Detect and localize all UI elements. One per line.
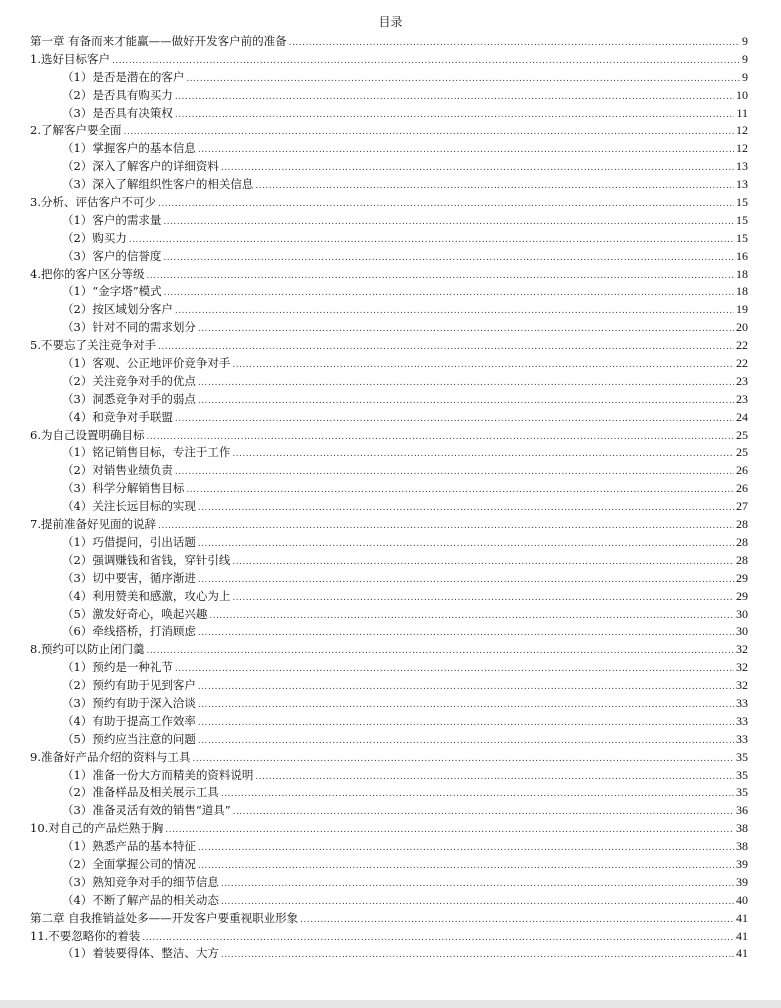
- toc-dot-leader: [186, 71, 740, 89]
- toc-entry-label: （2）购买力: [62, 230, 127, 245]
- toc-entry-label: 4.把你的客户区分等级: [30, 266, 145, 281]
- toc-subentry[interactable]: [30, 659, 748, 677]
- toc-entry-label: （1）客户的需求量: [62, 212, 162, 227]
- toc-entry-label: （1）是否是潜在的客户: [62, 69, 185, 84]
- toc-subentry[interactable]: [30, 695, 748, 713]
- toc-page-number: 9: [742, 69, 748, 84]
- toc-entry[interactable]: [30, 337, 748, 355]
- toc-subentry[interactable]: [30, 444, 748, 462]
- toc-subentry[interactable]: [30, 945, 748, 963]
- toc-entry[interactable]: [30, 641, 748, 659]
- toc-dot-leader: [158, 339, 734, 357]
- toc-entry-label: （1）熟悉产品的基本特征: [62, 839, 196, 854]
- toc-dot-leader: [175, 411, 734, 429]
- toc-entry[interactable]: [30, 516, 748, 534]
- toc-page-number: 9: [742, 51, 748, 66]
- toc-page-number: 25: [736, 427, 748, 442]
- toc-entry-label: （1）准备一份大方而精美的资料说明: [62, 767, 254, 782]
- toc-subentry[interactable]: [30, 498, 748, 516]
- toc-dot-leader: [198, 679, 734, 697]
- toc-page-number: 16: [736, 248, 748, 263]
- toc-page-number: 18: [736, 266, 748, 281]
- toc-entry-label: （4）不断了解产品的相关动态: [62, 892, 219, 907]
- toc-dot-leader: [221, 947, 734, 965]
- toc-subentry[interactable]: [30, 105, 748, 123]
- toc-entry[interactable]: [30, 33, 748, 51]
- toc-subentry[interactable]: [30, 570, 748, 588]
- toc-entry[interactable]: [30, 51, 748, 69]
- toc-entry-label: （1）客观、公正地评价竞争对手: [62, 356, 231, 371]
- toc-dot-leader: [146, 268, 734, 286]
- toc-entry-label: （3）针对不同的需求划分: [62, 320, 196, 335]
- toc-entry-label: （1）“金字塔”模式: [62, 284, 162, 299]
- toc-page-number: 28: [736, 534, 748, 549]
- toc-dot-leader: [198, 142, 734, 160]
- toc-page-number: 26: [736, 481, 748, 496]
- toc-page-number: 12: [736, 123, 748, 138]
- toc-entry-label: （1）着装要得体、整洁、大方: [62, 946, 219, 961]
- toc-page-number: 12: [736, 141, 748, 156]
- toc-entry-label: 11.不要忽略你的着装: [30, 928, 141, 943]
- toc-page-number: 19: [736, 302, 748, 317]
- toc-subentry[interactable]: [30, 462, 748, 480]
- toc-page-number: 39: [736, 856, 748, 871]
- toc-entry[interactable]: [30, 266, 748, 284]
- toc-entry-label: （2）按区域划分客户: [62, 302, 173, 317]
- toc-page-number: 41: [736, 928, 748, 943]
- toc-page-number: 38: [736, 821, 748, 836]
- toc-page-number: 32: [736, 678, 748, 693]
- toc-entry-label: 5.不要忘了关注竞争对手: [30, 338, 156, 353]
- toc-dot-leader: [233, 804, 734, 822]
- toc-dot-leader: [198, 697, 734, 715]
- toc-page-number: 41: [736, 910, 748, 925]
- toc-page-number: 30: [736, 606, 748, 621]
- toc-entry[interactable]: [30, 910, 748, 928]
- toc-subentry[interactable]: [30, 212, 748, 230]
- toc-subentry[interactable]: [30, 391, 748, 409]
- toc-entry[interactable]: [30, 820, 748, 838]
- toc-page-number: 41: [736, 946, 748, 961]
- toc-entry-label: （2）是否具有购买力: [62, 87, 173, 102]
- toc-entry-label: 2.了解客户要全面: [30, 123, 122, 138]
- toc-subentry[interactable]: [30, 87, 748, 105]
- toc-page-number: 18: [736, 284, 748, 299]
- toc-page-number: 33: [736, 713, 748, 728]
- toc-page-number: 38: [736, 839, 748, 854]
- toc-dot-leader: [198, 733, 734, 751]
- toc-page-number: 10: [736, 87, 748, 102]
- toc-subentry[interactable]: [30, 731, 748, 749]
- toc-subentry[interactable]: [30, 606, 748, 624]
- toc-page-number: 35: [736, 767, 748, 782]
- toc-entry-label: （3）熟知竞争对手的细节信息: [62, 874, 219, 889]
- toc-entry-label: （5）预约应当注意的问题: [62, 731, 196, 746]
- toc-dot-leader: [198, 625, 734, 643]
- toc-dot-leader: [232, 554, 734, 572]
- toc-dot-leader: [175, 107, 735, 125]
- toc-entry-label: （2）全面掌握公司的情况: [62, 856, 196, 871]
- toc-dot-leader: [123, 124, 734, 142]
- toc-dot-leader: [192, 751, 734, 769]
- toc-page-number: 29: [736, 570, 748, 585]
- toc-page-number: 9: [742, 34, 748, 48]
- toc-entry-label: （1）预约是一种礼节: [62, 660, 173, 675]
- toc-dot-leader: [198, 715, 734, 733]
- toc-entry-label: （1）巧借提问，引出话题: [62, 534, 196, 549]
- toc-entry-label: （1）掌握客户的基本信息: [62, 141, 196, 156]
- toc-dot-leader: [255, 178, 734, 196]
- toc-dot-leader: [158, 196, 734, 214]
- toc-page-number: 29: [736, 588, 748, 603]
- toc-page-number: 33: [736, 731, 748, 746]
- toc-dot-leader: [198, 321, 734, 339]
- toc-list: [30, 33, 748, 963]
- toc-dot-leader: [232, 357, 734, 375]
- toc-page-number: 24: [736, 409, 748, 424]
- toc-entry-label: （4）有助于提高工作效率: [62, 713, 196, 728]
- page-bottom-edge: [0, 1000, 781, 1008]
- toc-entry-label: 1.选好目标客户: [30, 51, 110, 66]
- toc-page-number: 22: [736, 356, 748, 371]
- toc-entry-label: 8.预约可以防止闭门羹: [30, 642, 145, 657]
- toc-entry-label: 6.为自己设置明确目标: [30, 427, 145, 442]
- toc-dot-leader: [198, 536, 734, 554]
- toc-subentry[interactable]: [30, 588, 748, 606]
- toc-entry-label: （3）切中要害，循序渐进: [62, 570, 196, 585]
- toc-entry-label: （3）准备灵活有效的销售“道具”: [62, 803, 231, 818]
- toc-dot-leader: [164, 285, 734, 303]
- toc-subentry[interactable]: [30, 319, 748, 337]
- toc-page-number: 27: [736, 499, 748, 514]
- toc-page-number: 32: [736, 642, 748, 657]
- toc-dot-leader: [289, 35, 740, 53]
- toc-entry[interactable]: [30, 749, 748, 767]
- toc-page-number: 20: [736, 320, 748, 335]
- toc-dot-leader: [175, 464, 734, 482]
- toc-subentry[interactable]: [30, 283, 748, 301]
- toc-page-number: 28: [736, 552, 748, 567]
- toc-entry-label: （2）强调赚钱和省钱，穿针引线: [62, 552, 231, 567]
- toc-subentry[interactable]: [30, 802, 748, 820]
- toc-subentry[interactable]: [30, 677, 748, 695]
- toc-entry-label: 第一章 有备而来才能赢——做好开发客户前的准备: [30, 34, 287, 48]
- toc-entry-label: （3）预约有助于深入洽谈: [62, 695, 196, 710]
- toc-dot-leader: [198, 858, 734, 876]
- toc-entry-label: 第二章 自我推销益处多——开发客户要重视职业形象: [30, 910, 299, 925]
- toc-dot-leader: [146, 429, 734, 447]
- toc-page-number: 33: [736, 695, 748, 710]
- toc-entry-label: （3）客户的信誉度: [62, 248, 162, 263]
- toc-entry-label: 9.准备好产品介绍的资料与工具: [30, 749, 191, 764]
- toc-page-number: 15: [736, 212, 748, 227]
- toc-dot-leader: [158, 518, 734, 536]
- toc-subentry[interactable]: [30, 874, 748, 892]
- toc-dot-leader: [165, 822, 734, 840]
- toc-subentry[interactable]: [30, 534, 748, 552]
- toc-entry-label: 3.分析、评估客户不可少: [30, 195, 156, 210]
- toc-dot-leader: [209, 608, 734, 626]
- toc-page-number: 32: [736, 660, 748, 675]
- toc-page-number: 11: [736, 105, 748, 120]
- toc-dot-leader: [186, 482, 734, 500]
- toc-entry[interactable]: [30, 194, 748, 212]
- toc-entry[interactable]: [30, 427, 748, 445]
- toc-dot-leader: [232, 590, 734, 608]
- toc-dot-leader: [198, 500, 734, 518]
- toc-subentry[interactable]: [30, 176, 748, 194]
- toc-subentry[interactable]: [30, 480, 748, 498]
- toc-entry-label: （2）深入了解客户的详细资料: [62, 159, 219, 174]
- toc-entry-label: 10.对自己的产品烂熟于胸: [30, 821, 164, 836]
- toc-subentry[interactable]: [30, 784, 748, 802]
- toc-dot-leader: [175, 303, 734, 321]
- toc-entry-label: （2）准备样品及相关展示工具: [62, 785, 219, 800]
- toc-entry-label: （3）科学分解销售目标: [62, 481, 185, 496]
- toc-subentry[interactable]: [30, 230, 748, 248]
- toc-page-number: 23: [736, 391, 748, 406]
- toc-dot-leader: [146, 643, 734, 661]
- toc-subentry[interactable]: [30, 713, 748, 731]
- toc-page-number: 15: [736, 230, 748, 245]
- toc-dot-leader: [198, 393, 734, 411]
- toc-dot-leader: [142, 930, 734, 948]
- toc-dot-leader: [221, 160, 734, 178]
- toc-dot-leader: [175, 89, 734, 107]
- toc-entry-label: （3）是否具有决策权: [62, 105, 173, 120]
- toc-subentry[interactable]: [30, 623, 748, 641]
- toc-entry-label: （2）对销售业绩负责: [62, 463, 173, 478]
- toc-dot-leader: [221, 876, 734, 894]
- toc-entry-label: （3）洞悉竞争对手的弱点: [62, 391, 196, 406]
- toc-dot-leader: [232, 446, 734, 464]
- toc-page-number: 39: [736, 874, 748, 889]
- toc-dot-leader: [221, 786, 734, 804]
- toc-subentry[interactable]: [30, 140, 748, 158]
- toc-page-number: 25: [736, 445, 748, 460]
- toc-page-number: 13: [736, 177, 748, 192]
- toc-entry-label: （6）牵线搭桥，打消顾虑: [62, 624, 196, 639]
- toc-dot-leader: [198, 375, 734, 393]
- toc-subentry[interactable]: [30, 856, 748, 874]
- toc-entry-label: （3）深入了解组织性客户的相关信息: [62, 177, 254, 192]
- toc-dot-leader: [198, 840, 734, 858]
- toc-dot-leader: [255, 769, 734, 787]
- toc-subentry[interactable]: [30, 767, 748, 785]
- toc-entry-label: （5）激发好奇心，唤起兴趣: [62, 606, 208, 621]
- toc-dot-leader: [129, 232, 734, 250]
- toc-entry-label: （2）预约有助于见到客户: [62, 678, 196, 693]
- toc-subentry[interactable]: [30, 409, 748, 427]
- toc-entry[interactable]: [30, 122, 748, 140]
- toc-entry[interactable]: [30, 928, 748, 946]
- toc-entry-label: 7.提前准备好见面的说辞: [30, 517, 156, 532]
- toc-entry-label: （1）铭记销售目标，专注于工作: [62, 445, 231, 460]
- toc-subentry[interactable]: [30, 248, 748, 266]
- toc-title: 目录: [378, 15, 403, 29]
- toc-subentry[interactable]: [30, 373, 748, 391]
- toc-page-number: 28: [736, 517, 748, 532]
- toc-dot-leader: [175, 661, 734, 679]
- toc-subentry[interactable]: [30, 158, 748, 176]
- toc-page-number: 35: [736, 749, 748, 764]
- toc-page-number: 22: [736, 338, 748, 353]
- toc-page-number: 30: [736, 624, 748, 639]
- toc-page-number: 40: [736, 892, 748, 907]
- toc-subentry[interactable]: [30, 301, 748, 319]
- toc-page-number: 26: [736, 463, 748, 478]
- toc-entry-label: （4）和竞争对手联盟: [62, 409, 173, 424]
- toc-dot-leader: [163, 214, 734, 232]
- toc-entry-label: （4）关注长远目标的实现: [62, 499, 196, 514]
- toc-entry-label: （2）关注竞争对手的优点: [62, 373, 196, 388]
- toc-page-number: 35: [736, 785, 748, 800]
- toc-dot-leader: [112, 53, 740, 71]
- toc-subentry[interactable]: [30, 552, 748, 570]
- toc-dot-leader: [163, 250, 734, 268]
- toc-subentry[interactable]: [30, 355, 748, 373]
- toc-page-number: 23: [736, 373, 748, 388]
- toc-subentry[interactable]: [30, 838, 748, 856]
- toc-page-number: 13: [736, 159, 748, 174]
- toc-subentry[interactable]: [30, 892, 748, 910]
- toc-entry-label: （4）利用赞美和感激，攻心为上: [62, 588, 231, 603]
- toc-dot-leader: [198, 572, 734, 590]
- toc-dot-leader: [300, 912, 734, 930]
- toc-page-number: 36: [736, 803, 748, 818]
- toc-subentry[interactable]: [30, 69, 748, 87]
- toc-page-number: 15: [736, 195, 748, 210]
